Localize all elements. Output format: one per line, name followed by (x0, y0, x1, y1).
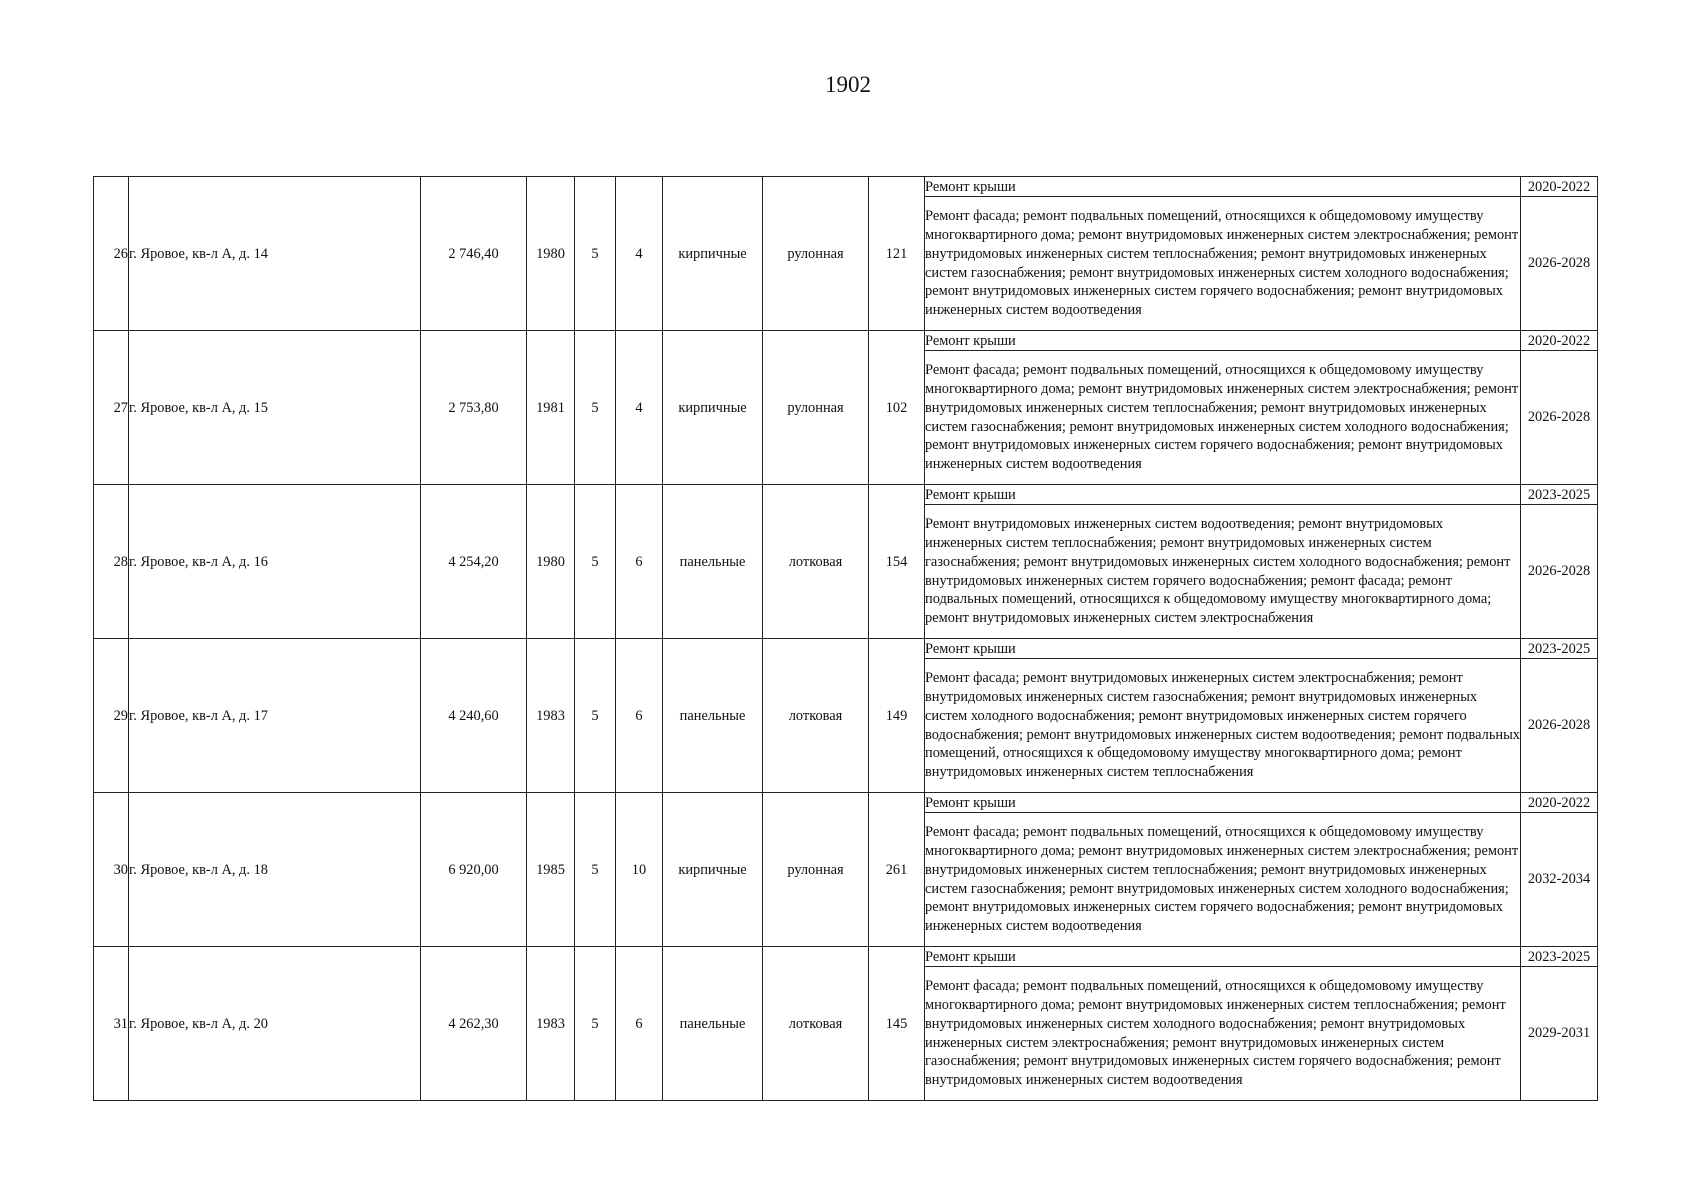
residents-cell: 149 (869, 639, 925, 793)
roof-repair-work-cell: Ремонт крыши (925, 639, 1521, 659)
entrances-cell: 6 (616, 947, 663, 1101)
roof-type-cell: лотковая (763, 947, 869, 1101)
address-cell: г. Яровое, кв-л А, д. 14 (129, 177, 421, 331)
main-repair-period-cell: 2026-2028 (1521, 197, 1598, 331)
main-repair-period-cell: 2026-2028 (1521, 659, 1598, 793)
table-row (94, 639, 1598, 659)
table-row (94, 485, 1598, 505)
area-cell: 4 240,60 (421, 639, 527, 793)
floors-cell: 5 (575, 485, 616, 639)
table-row (94, 947, 1598, 967)
roof-repair-period-cell: 2020-2022 (1521, 177, 1598, 197)
roof-type-cell: рулонная (763, 331, 869, 485)
roof-repair-work-cell: Ремонт крыши (925, 947, 1521, 967)
row-number-cell: 28 (94, 485, 129, 639)
walls-cell: кирпичные (663, 177, 763, 331)
area-cell: 4 254,20 (421, 485, 527, 639)
address-cell: г. Яровое, кв-л А, д. 16 (129, 485, 421, 639)
roof-repair-work-cell: Ремонт крыши (925, 331, 1521, 351)
page-number: 1902 (825, 72, 871, 97)
area-cell: 2 753,80 (421, 331, 527, 485)
main-repair-period-cell: 2026-2028 (1521, 351, 1598, 485)
floors-cell: 5 (575, 793, 616, 947)
roof-repair-period-cell: 2020-2022 (1521, 331, 1598, 351)
main-repair-work-cell: Ремонт фасада; ремонт подвальных помещений, относящихся к общедомовому имуществу многоквартирного дома; ремонт внутридомовых инженерных систем электроснабжения; ремонт внутридомовых инженерных систем теплоснабжения; ремонт внутридомовых инженерных систем газоснабжения; ремонт внутридомовых инженерных систем холодного водоснабжения; ремонт внутридомовых инженерных систем горячего водоснабжения; ремонт внутридомовых инженерных систем водоотведения (925, 351, 1521, 485)
walls-cell: панельные (663, 485, 763, 639)
entrances-cell: 10 (616, 793, 663, 947)
roof-repair-work-cell: Ремонт крыши (925, 793, 1521, 813)
roof-type-cell: лотковая (763, 639, 869, 793)
row-number-cell: 26 (94, 177, 129, 331)
row-number-cell: 31 (94, 947, 129, 1101)
row-number-cell: 30 (94, 793, 129, 947)
roof-repair-work-cell: Ремонт крыши (925, 485, 1521, 505)
main-repair-period-cell: 2026-2028 (1521, 505, 1598, 639)
address-cell: г. Яровое, кв-л А, д. 18 (129, 793, 421, 947)
residents-cell: 154 (869, 485, 925, 639)
area-cell: 4 262,30 (421, 947, 527, 1101)
residents-cell: 102 (869, 331, 925, 485)
main-repair-work-cell: Ремонт фасада; ремонт подвальных помещений, относящихся к общедомовому имуществу многоквартирного дома; ремонт внутридомовых инженерных систем теплоснабжения; ремонт внутридомовых инженерных систем холодного водоснабжения; ремонт внутридомовых инженерных систем электроснабжения; ремонт внутридомовых инженерных систем газоснабжения; ремонт внутридомовых инженерных систем горячего водоснабжения; ремонт внутридомовых инженерных систем водоотведения (925, 967, 1521, 1101)
main-repair-period-cell: 2029-2031 (1521, 967, 1598, 1101)
floors-cell: 5 (575, 947, 616, 1101)
walls-cell: кирпичные (663, 793, 763, 947)
main-repair-period-cell: 2032-2034 (1521, 813, 1598, 947)
floors-cell: 5 (575, 177, 616, 331)
walls-cell: кирпичные (663, 331, 763, 485)
year-cell: 1983 (527, 947, 575, 1101)
entrances-cell: 6 (616, 639, 663, 793)
table-row (94, 793, 1598, 813)
address-cell: г. Яровое, кв-л А, д. 17 (129, 639, 421, 793)
roof-repair-period-cell: 2020-2022 (1521, 793, 1598, 813)
main-repair-work-cell: Ремонт внутридомовых инженерных систем водоотведения; ремонт внутридомовых инженерных систем теплоснабжения; ремонт внутридомовых инженерных систем газоснабжения; ремонт внутридомовых инженерных систем холодного водоснабжения; ремонт внутридомовых инженерных систем горячего водоснабжения; ремонт фасада; ремонт подвальных помещений, относящихся к общедомовому имуществу многоквартирного дома; ремонт внутридомовых инженерных систем электроснабжения (925, 505, 1521, 639)
table-row (94, 331, 1598, 351)
entrances-cell: 4 (616, 177, 663, 331)
year-cell: 1980 (527, 485, 575, 639)
address-cell: г. Яровое, кв-л А, д. 15 (129, 331, 421, 485)
row-number-cell: 29 (94, 639, 129, 793)
roof-repair-period-cell: 2023-2025 (1521, 639, 1598, 659)
residents-cell: 145 (869, 947, 925, 1101)
residents-cell: 121 (869, 177, 925, 331)
floors-cell: 5 (575, 639, 616, 793)
roof-type-cell: рулонная (763, 177, 869, 331)
capital-repair-table (93, 176, 1598, 1101)
walls-cell: панельные (663, 639, 763, 793)
main-repair-work-cell: Ремонт фасада; ремонт внутридомовых инженерных систем электроснабжения; ремонт внутридомовых инженерных систем газоснабжения; ремонт внутридомовых инженерных систем холодного водоснабжения; ремонт внутридомовых инженерных систем горячего водоснабжения; ремонт внутридомовых инженерных систем водоотведения; ремонт подвальных помещений, относящихся к общедомовому имуществу многоквартирного дома; ремонт внутридомовых инженерных систем теплоснабжения (925, 659, 1521, 793)
address-cell: г. Яровое, кв-л А, д. 20 (129, 947, 421, 1101)
area-cell: 2 746,40 (421, 177, 527, 331)
roof-repair-work-cell: Ремонт крыши (925, 177, 1521, 197)
year-cell: 1981 (527, 331, 575, 485)
floors-cell: 5 (575, 331, 616, 485)
year-cell: 1985 (527, 793, 575, 947)
row-number-cell: 27 (94, 331, 129, 485)
entrances-cell: 4 (616, 331, 663, 485)
roof-repair-period-cell: 2023-2025 (1521, 485, 1598, 505)
area-cell: 6 920,00 (421, 793, 527, 947)
main-repair-work-cell: Ремонт фасада; ремонт подвальных помещений, относящихся к общедомовому имуществу многоквартирного дома; ремонт внутридомовых инженерных систем электроснабжения; ремонт внутридомовых инженерных систем теплоснабжения; ремонт внутридомовых инженерных систем газоснабжения; ремонт внутридомовых инженерных систем холодного водоснабжения; ремонт внутридомовых инженерных систем горячего водоснабжения; ремонт внутридомовых инженерных систем водоотведения (925, 197, 1521, 331)
roof-type-cell: рулонная (763, 793, 869, 947)
residents-cell: 261 (869, 793, 925, 947)
year-cell: 1983 (527, 639, 575, 793)
walls-cell: панельные (663, 947, 763, 1101)
main-repair-work-cell: Ремонт фасада; ремонт подвальных помещений, относящихся к общедомовому имуществу многоквартирного дома; ремонт внутридомовых инженерных систем электроснабжения; ремонт внутридомовых инженерных систем теплоснабжения; ремонт внутридомовых инженерных систем газоснабжения; ремонт внутридомовых инженерных систем холодного водоснабжения; ремонт внутридомовых инженерных систем горячего водоснабжения; ремонт внутридомовых инженерных систем водоотведения (925, 813, 1521, 947)
table-row (94, 177, 1598, 197)
roof-type-cell: лотковая (763, 485, 869, 639)
roof-repair-period-cell: 2023-2025 (1521, 947, 1598, 967)
entrances-cell: 6 (616, 485, 663, 639)
year-cell: 1980 (527, 177, 575, 331)
